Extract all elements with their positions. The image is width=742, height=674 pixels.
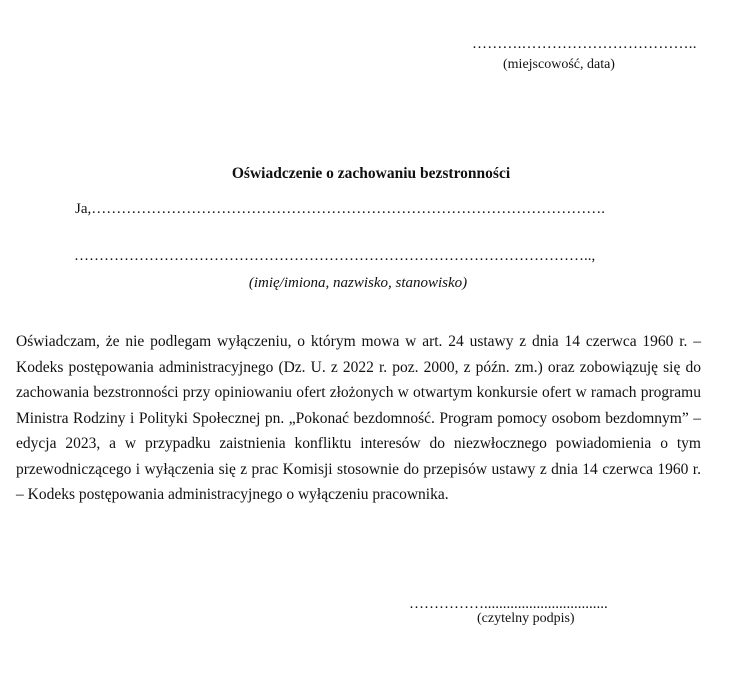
place-date-caption: (miejscowość, data) bbox=[503, 57, 615, 72]
name-line-1: Ja,…………………………………………………………………………………………. bbox=[75, 201, 605, 217]
signature-line: ……………................................. bbox=[409, 596, 608, 612]
document-title: Oświadczenie o zachowaniu bezstronności bbox=[231, 165, 511, 182]
signature-caption: (czytelny podpis) bbox=[477, 611, 575, 626]
name-line-2: ………………………………………………………………………………………….., bbox=[74, 248, 596, 264]
statement-paragraph: Oświadczam, że nie podlegam wyłączeniu, o którym mowa w art. 24 ustawy z dnia 14 czerwca 1960 r. – Kodeks postępowania administracyjnego (Dz. U. z 2022 r. poz. 2000, z późn. zm.) oraz zobowiązuję się do zachowania bezstronności przy opiniowaniu ofert złożonych w otwartym konkursie ofert w ramach programu Ministra Rodziny i Polityki Społecznej pn. „Pokonać bezdomność. Program pomocy osobom bezdomnym” – edycja 2023, a w przypadku zaistnienia konfliktu interesów do niezwłocznego powiadomienia o tym przewodniczącego i wyłączenia się z prac Komisji stosownie do przepisów ustawy z dnia 14 czerwca 1960 r. – Kodeks postępowania administracyjnego o wyłączeniu pracownika. bbox=[16, 333, 701, 503]
place-date-line: ……….…………………………….. bbox=[472, 36, 697, 52]
statement-body bbox=[16, 329, 701, 508]
name-caption: (imię/imiona, nazwisko, stanowisko) bbox=[248, 275, 468, 291]
